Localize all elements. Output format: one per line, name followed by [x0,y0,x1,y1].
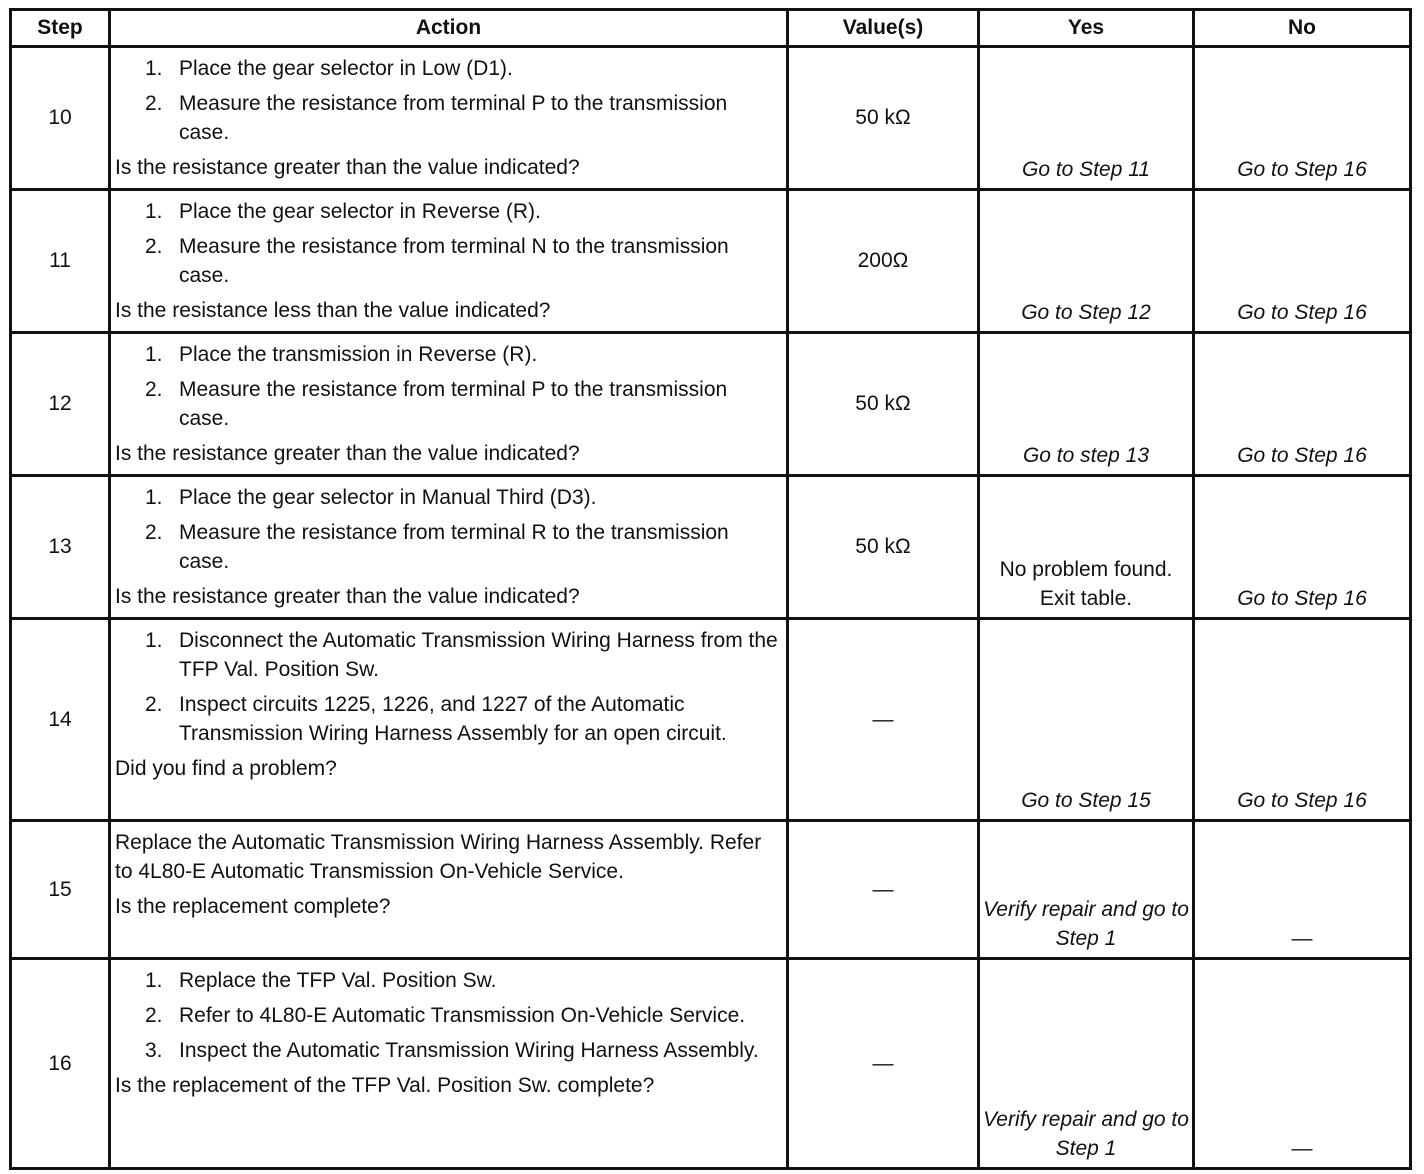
action-list [115,626,780,748]
action-list [115,340,780,433]
diagnostic-table [9,8,1412,1170]
yes-cell: Go to Step 15 [979,619,1194,821]
table-row [11,333,1411,476]
yes-cell: Go to Step 11 [979,47,1194,190]
question-text: Did you find a problem? [115,757,337,780]
no-cell: — [1194,821,1411,959]
table-row [11,959,1411,1169]
list-item: 1. Place the gear selector in Low (D1). [145,57,513,80]
action-text: Measure the resistance from terminal R to the transmission case. [179,521,729,573]
question-text: Is the resistance less than the value indicated? [115,299,551,322]
no-cell: Go to Step 16 [1194,47,1411,190]
header-no: No [1194,10,1411,47]
list-item: 1. Replace the TFP Val. Position Sw. [145,969,497,992]
value-cell: — [788,619,979,821]
no-cell: Go to Step 16 [1194,476,1411,619]
value-cell: 50 kΩ [788,333,979,476]
step-number: 11 [11,190,110,333]
step-number: 14 [11,619,110,821]
action-cell [110,190,788,333]
table-row [11,619,1411,821]
question-text: Is the resistance greater than the value indicated? [115,585,580,608]
table-row [11,47,1411,190]
action-text: Replace the TFP Val. Position Sw. [179,969,497,992]
action-list [115,483,780,576]
yes-cell: No problem found. Exit table. [979,476,1194,619]
list-item: 2. Measure the resistance from terminal N to the transmission case. [145,235,729,287]
value-cell: — [788,821,979,959]
step-number: 16 [11,959,110,1169]
action-cell [110,333,788,476]
list-item: 1. Place the gear selector in Reverse (R). [145,200,541,223]
action-list [115,197,780,290]
question-text: Is the replacement complete? [115,895,391,918]
action-list [115,54,780,147]
action-list [115,966,780,1065]
value-cell: — [788,959,979,1169]
list-item: 2. Measure the resistance from terminal R to the transmission case. [145,521,729,573]
action-text: Inspect the Automatic Transmission Wiring Harness Assembly. [179,1039,759,1062]
value-cell: 50 kΩ [788,476,979,619]
action-text: Disconnect the Automatic Transmission Wiring Harness from the TFP Val. Position Sw. [179,629,778,681]
table-row [11,190,1411,333]
question-text: Is the resistance greater than the value indicated? [115,442,580,465]
step-number: 15 [11,821,110,959]
no-cell: Go to Step 16 [1194,333,1411,476]
action-text: Refer to 4L80-E Automatic Transmission On-Vehicle Service. [179,1004,746,1027]
action-paragraph: Replace the Automatic Transmission Wiring Harness Assembly. Refer to 4L80-E Automatic Transmission On-Vehicle Service. [115,831,762,883]
list-item: 3. Inspect the Automatic Transmission Wiring Harness Assembly. [145,1039,759,1062]
list-item: 1. Place the transmission in Reverse (R). [145,343,538,366]
list-item: 1. Disconnect the Automatic Transmission Wiring Harness from the TFP Val. Position Sw. [145,629,778,681]
action-text: Place the transmission in Reverse (R). [179,343,538,366]
action-text: Measure the resistance from terminal P to the transmission case. [179,378,728,430]
header-step: Step [11,10,110,47]
list-item: 2. Measure the resistance from terminal P to the transmission case. [145,92,728,144]
step-number: 13 [11,476,110,619]
question-text: Is the replacement of the TFP Val. Position Sw. complete? [115,1074,655,1097]
action-cell [110,821,788,959]
action-text: Place the gear selector in Reverse (R). [179,200,541,223]
table-row [11,476,1411,619]
header-action: Action [110,10,788,47]
table-row [11,821,1411,959]
list-item: 1. Place the gear selector in Manual Third (D3). [145,486,597,509]
yes-cell: Go to Step 12 [979,190,1194,333]
question-text: Is the resistance greater than the value indicated? [115,156,580,179]
action-cell [110,47,788,190]
value-cell: 200Ω [788,190,979,333]
no-cell: — [1194,959,1411,1169]
no-cell: Go to Step 16 [1194,190,1411,333]
yes-cell: Go to step 13 [979,333,1194,476]
list-item: 2. Measure the resistance from terminal P to the transmission case. [145,378,728,430]
header-yes: Yes [979,10,1194,47]
action-cell [110,476,788,619]
action-text: Place the gear selector in Low (D1). [179,57,513,80]
yes-cell: Verify repair and go to Step 1 [979,959,1194,1169]
yes-cell: Verify repair and go to Step 1 [979,821,1194,959]
action-text: Measure the resistance from terminal N to the transmission case. [179,235,729,287]
list-item: 2. Refer to 4L80-E Automatic Transmission On-Vehicle Service. [145,1004,746,1027]
step-number: 12 [11,333,110,476]
action-text: Place the gear selector in Manual Third (D3). [179,486,597,509]
action-text: Inspect circuits 1225, 1226, and 1227 of the Automatic Transmission Wiring Harness Assembly for an open circuit. [179,693,727,745]
header-row [11,10,1411,47]
no-cell: Go to Step 16 [1194,619,1411,821]
action-text: Measure the resistance from terminal P to the transmission case. [179,92,728,144]
header-values: Value(s) [788,10,979,47]
action-cell [110,619,788,821]
step-number: 10 [11,47,110,190]
list-item: 2. Inspect circuits 1225, 1226, and 1227 of the Automatic Transmission Wiring Harness Assembly for an open circuit. [145,693,727,745]
action-cell [110,959,788,1169]
value-cell: 50 kΩ [788,47,979,190]
